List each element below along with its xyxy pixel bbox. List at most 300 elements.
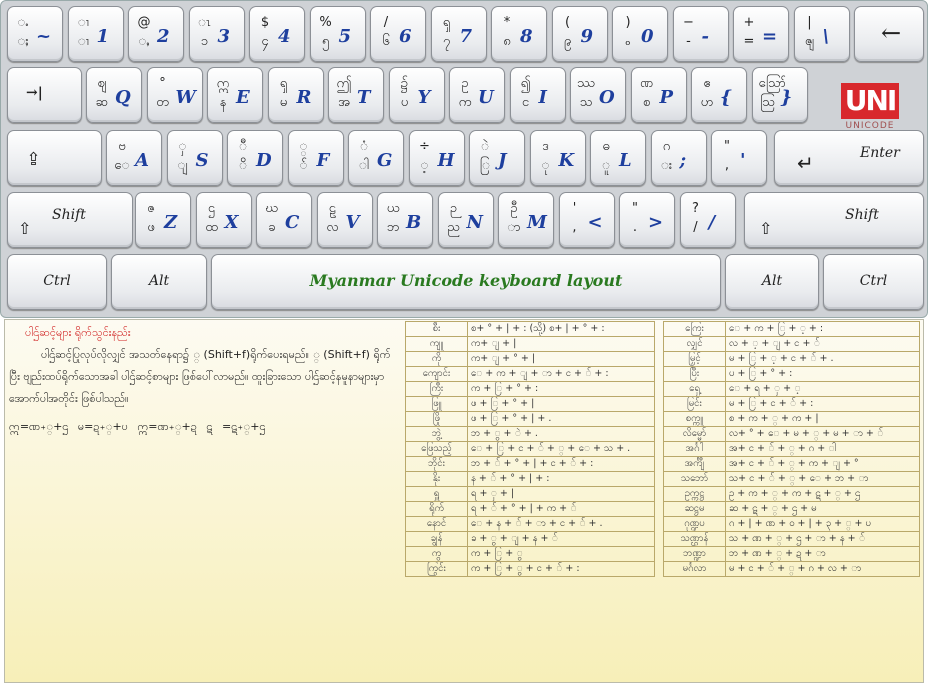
help-title: ပါဌ်ဆင့်များ ရိုက်သွင်းနည်း — [25, 326, 131, 339]
key-bottom-char: ည — [447, 220, 460, 235]
key-latin-char: 5 — [338, 26, 352, 47]
key-13[interactable] — [794, 6, 850, 62]
ctrl-left-key-label: Ctrl — [43, 273, 71, 289]
table-keys: ဘ + ဏ + ္ + ဍ + ာ — [726, 547, 920, 562]
key-bottom-char: ြ — [479, 158, 491, 173]
table-word: ဘွဲ့ — [406, 427, 468, 442]
table-word: မြင်း — [664, 397, 726, 412]
key-top-char: % — [319, 15, 332, 30]
key-a8[interactable] — [590, 130, 646, 186]
key-bottom-char: ၄ — [261, 34, 269, 49]
table-word: ကို — [406, 352, 468, 367]
logo-mark: UNI — [841, 83, 899, 119]
key-a6[interactable] — [469, 130, 525, 186]
table-row — [664, 502, 920, 517]
key-latin-char: E — [236, 87, 250, 108]
key-top-char: ဌ — [207, 201, 216, 216]
shift-icon: ⇧ — [18, 219, 32, 238]
key-bottom-char: ဩ — [760, 95, 775, 110]
ctrl-right-key[interactable] — [823, 254, 924, 310]
key-top-char: ဗ — [118, 139, 126, 154]
key-z7[interactable] — [559, 192, 615, 248]
table-row — [664, 562, 920, 577]
key-top-char: ္ — [299, 139, 308, 154]
table-keys: ေ + ြ + င + ် + ္ + ေ + သ + . — [468, 442, 655, 457]
table-word: ချွန် — [406, 532, 468, 547]
table-word: ကြွင်း — [406, 562, 468, 577]
key-5[interactable] — [310, 6, 366, 62]
table-keys: အ+ င + ် + ္ + ဂ + ါ — [726, 442, 920, 457]
shift-left-key-label: Shift — [52, 207, 86, 223]
key-bottom-char: ာ — [507, 220, 521, 235]
table-keys: ေ + န + ် + ာ + င + ် + . — [468, 517, 655, 532]
unicode-logo — [829, 83, 911, 145]
table-left — [405, 321, 655, 577]
key-top-char: ၍ — [520, 76, 531, 91]
key-bottom-char: ၢ — [77, 34, 90, 49]
key-z6[interactable] — [498, 192, 554, 248]
table-word: သဏ္ဌာန် — [664, 532, 726, 547]
key-bottom-char: ူ — [601, 158, 611, 173]
help-paragraph: ပါဌ်ဆင့်ပြုလုပ်လိုလျှင် အသတ်နေရာ၌ ္ (Shift+f)ရိုက်ပေးရမည်။ ္ (Shift+f) ရိုက်ပြီး ဗျည်းထပ်ရိုက်သောအခါ ပါဌ်ဆင့်စာများ ဖြစ်ပေါ်လာမည်။ ထူးခြားသော ပါဌ်ဆင့်နမူနာများမှာ အောက်ပါအတိုင်း ဖြစ်ပါသည်။ — [9, 348, 391, 405]
key-top-char: ဇ — [147, 201, 155, 216]
key-q6[interactable] — [449, 67, 505, 123]
key-11[interactable] — [673, 6, 729, 62]
key-latin-char: R — [296, 87, 312, 108]
table-word: ကြီး — [406, 382, 468, 397]
key-q7[interactable] — [510, 67, 566, 123]
key-bottom-char: ႈ — [17, 34, 29, 49]
key-a0[interactable] — [106, 130, 162, 186]
key-bottom-char: ႇ — [138, 34, 150, 49]
table-keys: ေ + က + ျ + ာ + င + ် + : — [468, 367, 655, 382]
table-word: ဖြူ — [406, 397, 468, 412]
table-keys: လ+ ° + ေ + မ + ္ + မ + ာ + ် — [726, 427, 920, 442]
table-row — [406, 457, 655, 472]
table-row — [406, 322, 655, 337]
table-word: ပြီး — [664, 367, 726, 382]
table-row — [664, 412, 920, 427]
key-bottom-char: တ — [156, 95, 169, 110]
key-bottom-char: ျ — [177, 158, 188, 173]
key-bottom-char: ဟ — [700, 95, 714, 110]
enter-key-label: Enter — [860, 145, 900, 161]
key-a2[interactable] — [227, 130, 283, 186]
key-z1[interactable] — [196, 192, 252, 248]
key-top-char: ' — [572, 201, 577, 216]
table-word: ကွ — [406, 547, 468, 562]
table-keys: န + ် + ° + | + : — [468, 472, 655, 487]
key-top-char: " — [632, 201, 638, 216]
key-top-char: ? — [692, 201, 699, 216]
table-row — [664, 397, 920, 412]
key-top-char: ံ — [359, 139, 369, 154]
key-bottom-char: ခ — [268, 220, 276, 235]
key-latin-char: X — [224, 212, 239, 233]
key-bottom-char: ဖ — [147, 220, 155, 235]
key-top-char: ၤ — [198, 15, 211, 30]
table-keys: ဖ + ြ + ° + | + . — [468, 412, 655, 427]
key-bottom-char: ၆ — [382, 34, 390, 49]
key-8[interactable] — [491, 6, 547, 62]
key-bottom-char: ့ — [420, 158, 429, 173]
key-top-char: ဓ — [602, 139, 610, 154]
table-keys: ဆ + ဋ + ္ + ဌ + မ — [726, 502, 920, 517]
caps-key[interactable] — [7, 130, 102, 186]
table-keys: ခ + ွ + ျ + န + ် — [468, 532, 655, 547]
table-row — [664, 532, 920, 547]
key-bottom-char: န — [219, 95, 227, 110]
table-keys: စ + က + ္ + က + | — [726, 412, 920, 427]
table-word: နောင် — [406, 517, 468, 532]
table-row — [406, 547, 655, 562]
key-latin-char: V — [345, 212, 360, 233]
key-bottom-char: ၉ — [563, 34, 572, 49]
key-latin-char: U — [478, 87, 494, 108]
key-latin-char: F — [316, 150, 330, 171]
table-keys: သ+ င + ် + ္ + ေ + ဘ + ာ — [726, 472, 920, 487]
alt-right-key[interactable] — [725, 254, 819, 310]
key-9[interactable] — [552, 6, 608, 62]
tab-key-label: →| — [26, 85, 43, 101]
key-bottom-char: ၥ — [200, 34, 209, 49]
table-keys: က + ြ + ွ + င + ် + : — [468, 562, 655, 577]
table-row — [664, 367, 920, 382]
key-top-char: ဃ — [265, 201, 279, 216]
key-7[interactable] — [431, 6, 487, 62]
table-row — [406, 352, 655, 367]
backspace-key-label: ← — [881, 19, 902, 47]
key-bottom-char: ပ — [400, 95, 409, 110]
key-top-char: ဪ — [758, 76, 786, 91]
key-bottom-char: ဆ — [95, 95, 109, 110]
key-latin-char: B — [406, 212, 422, 233]
key-q1[interactable] — [147, 67, 203, 123]
key-1[interactable] — [68, 6, 124, 62]
table-keys: အ+ င + ် + ္ + က + ျ + ° — [726, 457, 920, 472]
table-word: အင်္ကျီ — [664, 457, 726, 472]
key-z0[interactable] — [135, 192, 191, 248]
key-q2[interactable] — [207, 67, 263, 123]
table-row — [664, 472, 920, 487]
key-bottom-char: ၛ — [804, 34, 815, 49]
key-latin-char: \ — [822, 26, 830, 47]
table-row — [664, 382, 920, 397]
key-top-char: ဤ — [336, 76, 352, 91]
shift-right-key[interactable] — [744, 192, 924, 248]
shift-icon: ⇧ — [759, 219, 773, 238]
key-latin-char: 2 — [157, 26, 170, 47]
key-a5[interactable] — [409, 130, 465, 186]
key-12[interactable] — [733, 6, 789, 62]
key-z8[interactable] — [619, 192, 675, 248]
key-top-char: " — [724, 139, 730, 154]
table-word: အင်္ဂါ — [664, 442, 726, 457]
table-word: လိမ္မော် — [664, 427, 726, 442]
key-top-char: ဈ — [97, 76, 107, 91]
table-keys: စ+ ° + | + : (သို့) စ+ | + ° + : — [468, 322, 655, 337]
key-top-char: @ — [137, 15, 151, 30]
table-word: ဖြေသည့် — [406, 442, 468, 457]
table-word: ကျူ — [406, 337, 468, 352]
key-latin-char: 1 — [96, 26, 110, 47]
key-top-char: ဠ — [328, 201, 337, 216]
key-latin-char: 6 — [399, 26, 412, 47]
key-top-char: + — [743, 15, 755, 30]
table-keys: ရ + ် + ° + | + က + ် — [468, 502, 655, 517]
key-latin-char: } — [780, 87, 793, 108]
key-bottom-char: ိ — [238, 158, 248, 173]
key-q11[interactable] — [752, 67, 808, 123]
key-bottom-char: / — [693, 220, 698, 235]
key-a10[interactable] — [711, 130, 767, 186]
key-bottom-char: င — [521, 95, 530, 110]
key-latin-char: S — [195, 150, 209, 171]
key-bottom-char: ၅ — [321, 34, 330, 49]
key-a9[interactable] — [651, 130, 707, 186]
table-row — [664, 457, 920, 472]
ctrl-left-key[interactable] — [7, 254, 107, 310]
key-bottom-char: ၈ — [503, 34, 511, 49]
table-word: ကြေး — [664, 322, 726, 337]
table-row — [406, 502, 655, 517]
table-word: ဖြို — [406, 412, 468, 427]
key-q9[interactable] — [631, 67, 687, 123]
key-q3[interactable] — [268, 67, 324, 123]
table-keys: မ + ြ + င + ် + : — [726, 397, 920, 412]
table-keys: မ + င + ် + ္ + ဂ + လ + ာ — [726, 562, 920, 577]
key-latin-char: 0 — [641, 26, 654, 47]
table-word: မင်္ဂလာ — [664, 562, 726, 577]
table-row — [406, 367, 655, 382]
table-keys: လ + ့ + ျ + င + ် — [726, 337, 920, 352]
key-0[interactable] — [7, 6, 63, 62]
key-latin-char: 4 — [278, 26, 291, 47]
table-keys: ဘ + ် + ° + | + င + ် + : — [468, 457, 655, 472]
key-q0[interactable] — [86, 67, 142, 123]
table-word: ဥက္ကဋ္ဌ — [664, 487, 726, 502]
table-word: ရိုက် — [406, 502, 468, 517]
key-latin-char: ~ — [36, 26, 52, 47]
key-bottom-char: . — [632, 220, 638, 235]
key-latin-char: > — [648, 212, 664, 233]
key-latin-char: P — [659, 87, 674, 108]
key-a7[interactable] — [530, 130, 586, 186]
table-keys: သ + ဏ + ္ + ဌ + ာ + န + ် — [726, 532, 920, 547]
key-top-char: ဣ — [216, 76, 230, 91]
key-bottom-char: သ — [579, 95, 593, 110]
key-2[interactable] — [128, 6, 184, 62]
key-z9[interactable] — [680, 192, 736, 248]
key-latin-char: = — [762, 26, 778, 47]
key-q8[interactable] — [570, 67, 626, 123]
key-bottom-char: ဘ — [386, 220, 400, 235]
table-row — [406, 412, 655, 427]
table-word: ကျောင်း — [406, 367, 468, 382]
key-top-char: ႉ — [17, 15, 29, 30]
table-word: ရှူ — [406, 487, 468, 502]
key-z5[interactable] — [438, 192, 494, 248]
table-keys: ဖ + ြ + ° + | — [468, 397, 655, 412]
table-word: ရှေ့ — [664, 382, 726, 397]
table-row — [406, 397, 655, 412]
table-word: နိုး — [406, 472, 468, 487]
enter-arrow-icon: ↵ — [797, 151, 814, 175]
key-top-char: ယ — [386, 201, 400, 216]
table-word: ဆဋ္ဌမ — [664, 502, 726, 517]
key-bottom-char: - — [686, 34, 691, 49]
help-examples: ဣ=ဏ+္+ဌ မ=ဍ+္+ပ ဣ=ဏ+္+ဍ ဋ =ဋ+္+ဌ — [9, 420, 266, 433]
caps-key-label: ⇪ — [26, 149, 42, 170]
table-row — [406, 487, 655, 502]
key-latin-char: 8 — [520, 26, 533, 47]
key-latin-char: K — [558, 150, 575, 171]
key-top-char: / — [383, 15, 389, 30]
key-top-char: ဉ — [449, 201, 458, 216]
key-top-char: ဥ — [461, 76, 469, 91]
table-row — [406, 562, 655, 577]
key-latin-char: Z — [164, 212, 178, 233]
table-word: သဘော် — [664, 472, 726, 487]
key-q4[interactable] — [328, 67, 384, 123]
table-keys: ဥ + က + ္ + က + ဋ + ္ + ဌ — [726, 487, 920, 502]
key-bottom-char: ါ — [358, 158, 370, 173]
key-top-char: ဒ — [542, 139, 549, 154]
key-z3[interactable] — [317, 192, 373, 248]
key-bottom-char: စ — [642, 95, 651, 110]
key-top-char: ီ — [238, 139, 248, 154]
key-latin-char: O — [599, 87, 615, 108]
table-keys: က+ ျ + ° + | — [468, 352, 655, 367]
key-top-char: ဲ — [480, 139, 490, 154]
table-word: ဂုဏ္ဍပ — [664, 517, 726, 532]
key-latin-char: - — [701, 26, 709, 47]
key-latin-char: H — [437, 150, 455, 171]
table-keys: က+ ျ + | — [468, 337, 655, 352]
key-q5[interactable] — [389, 67, 445, 123]
tab-key[interactable] — [7, 67, 82, 123]
key-latin-char: < — [587, 212, 603, 233]
shift-right-key-label: Shift — [845, 207, 879, 223]
key-top-char: ှ — [178, 139, 187, 154]
key-bottom-char: , — [572, 220, 577, 235]
backspace-key[interactable] — [854, 6, 924, 62]
key-top-char: ÷ — [419, 139, 430, 154]
key-latin-char: M — [527, 212, 547, 233]
key-latin-char: ; — [679, 150, 687, 171]
key-top-char: ဦ — [510, 201, 518, 216]
table-row — [664, 442, 920, 457]
keyboard-title: Myanmar Unicode keyboard layout — [309, 271, 623, 290]
key-top-char: ၡ — [279, 76, 288, 91]
table-keys: မ + ြ + ့ + င + ် + . — [726, 352, 920, 367]
table-row — [664, 322, 920, 337]
key-top-char: ဧ — [703, 76, 711, 91]
key-latin-char: 9 — [580, 26, 594, 47]
keyboard — [0, 0, 928, 318]
key-bottom-char: ေ — [114, 158, 130, 173]
logo-text: UNICODE — [845, 121, 895, 131]
key-6[interactable] — [370, 6, 426, 62]
table-row — [406, 337, 655, 352]
key-10[interactable] — [612, 6, 668, 62]
shift-left-key[interactable] — [7, 192, 133, 248]
key-bottom-char: , — [724, 158, 730, 173]
alt-left-key-label: Alt — [148, 273, 170, 289]
key-latin-char: J — [498, 150, 507, 171]
key-bottom-char: ် — [299, 158, 308, 173]
key-top-char: $ — [260, 15, 270, 30]
key-latin-char: Q — [115, 87, 131, 108]
key-top-char: ) — [625, 15, 631, 30]
key-top-char: ၢ — [77, 15, 90, 30]
key-latin-char: N — [466, 212, 483, 233]
table-keys: က + ြ + ွ — [468, 547, 655, 562]
key-top-char: * — [503, 15, 511, 30]
key-z2[interactable] — [256, 192, 312, 248]
key-a4[interactable] — [348, 130, 404, 186]
key-bottom-char: ₒ — [625, 34, 631, 49]
key-latin-char: Y — [417, 87, 431, 108]
key-z4[interactable] — [377, 192, 433, 248]
key-bottom-char: ၇ — [442, 34, 451, 49]
table-row — [664, 547, 920, 562]
key-latin-char: I — [538, 87, 547, 108]
key-3[interactable] — [189, 6, 245, 62]
table-row — [664, 427, 920, 442]
key-latin-char: 7 — [459, 26, 473, 47]
key-top-char: ( — [564, 15, 571, 30]
ctrl-right-key-label: Ctrl — [859, 273, 888, 289]
table-row — [406, 382, 655, 397]
key-bottom-char: အ — [338, 95, 350, 110]
key-top-char: | — [807, 15, 812, 30]
table-word: လျှင် — [664, 337, 726, 352]
key-top-char: ဿ — [577, 76, 595, 91]
key-bottom-char: မ — [279, 95, 288, 110]
table-row — [406, 442, 655, 457]
table-right — [663, 321, 920, 577]
key-latin-char: C — [285, 212, 300, 233]
key-q10[interactable] — [691, 67, 747, 123]
key-bottom-char: လ — [326, 220, 339, 235]
table-row — [406, 517, 655, 532]
key-a3[interactable] — [288, 130, 344, 186]
spacebar[interactable] — [211, 254, 721, 310]
key-top-char: − — [683, 15, 694, 30]
key-latin-char: W — [175, 87, 196, 108]
key-bottom-char: ထ — [205, 220, 218, 235]
key-bottom-char: ု — [541, 158, 550, 173]
table-keys: ေ + က + ြ + ့ + : — [726, 322, 920, 337]
key-latin-char: L — [619, 150, 632, 171]
alt-right-key-label: Alt — [761, 273, 783, 289]
key-latin-char: { — [720, 87, 732, 108]
table-row — [406, 427, 655, 442]
key-top-char: ဂ — [662, 139, 671, 154]
key-top-char: ဏ — [639, 76, 654, 91]
key-a1[interactable] — [167, 130, 223, 186]
key-top-char: ၡ — [442, 15, 451, 30]
alt-left-key[interactable] — [111, 254, 207, 310]
table-row — [664, 487, 920, 502]
table-word: ဘဏ္ဍာ — [664, 547, 726, 562]
key-latin-char: ' — [740, 150, 746, 171]
table-word: စက္ကူ — [664, 412, 726, 427]
key-latin-char: D — [256, 150, 272, 171]
key-4[interactable] — [249, 6, 305, 62]
table-row — [406, 532, 655, 547]
